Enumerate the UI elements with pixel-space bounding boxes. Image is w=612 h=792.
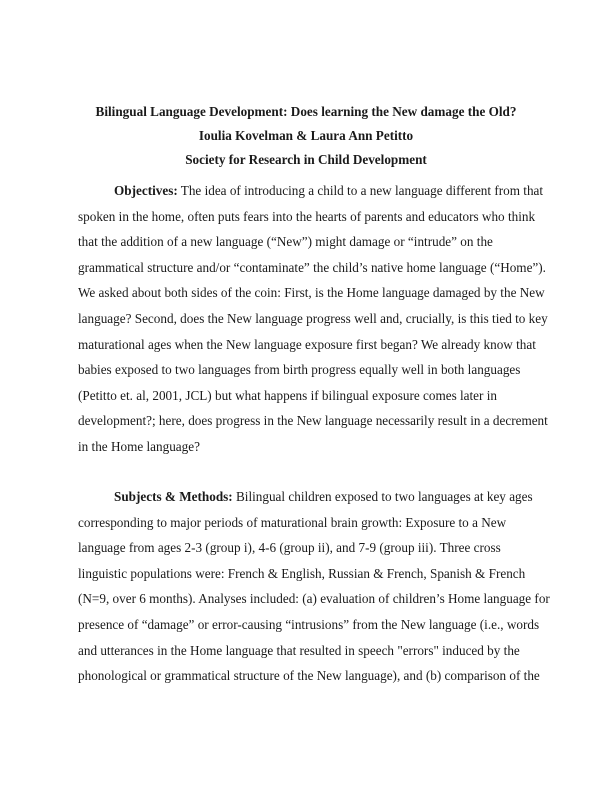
- paragraph-line: grammatical structure and/or “contaminate” the child’s native home language (“Home”).: [78, 259, 546, 275]
- objectives-label: Objectives:: [114, 183, 178, 198]
- paragraph-line: development?; here, does progress in the New language necessarily result in a decrement: [78, 413, 548, 429]
- paragraph-line: and utterances in the Home language that resulted in speech "errors" induced by the: [78, 642, 520, 658]
- paragraph-line: language? Second, does the New language progress well and, crucially, is this tied to key: [78, 311, 548, 326]
- society-line: Society for Research in Child Development: [185, 152, 427, 167]
- paragraph-line: (Petitto et. al, 2001, JCL) but what happens if bilingual exposure comes later in: [78, 387, 497, 403]
- paragraph-line: language from ages 2-3 (group i), 4-6 (group ii), and 7-9 (group iii). Three cross: [78, 540, 501, 556]
- paragraph-line: presence of “damage” or error-causing “intrusions” from the New language (i.e., words: [78, 617, 540, 632]
- paragraph-line: phonological or grammatical structure of the New language), and (b) comparison of the: [78, 668, 540, 684]
- paragraph-line: linguistic populations were: French & English, Russian & French, Spanish & French: [78, 565, 526, 581]
- author-line: Ioulia Kovelman & Laura Ann Petitto: [198, 128, 414, 143]
- paragraph-line: We asked about both sides of the coin: First, is the Home language damaged by the New: [78, 285, 545, 301]
- methods-label: Subjects & Methods:: [114, 489, 233, 504]
- paragraph-line: Bilingual children exposed to two languages at key ages: [232, 489, 533, 504]
- paragraph-line: corresponding to major periods of maturational brain growth: Exposure to a New: [78, 514, 507, 530]
- paragraph-line: that the addition of a new language (“New”) might damage or “intrude” on the: [78, 234, 493, 250]
- paragraph-line: The idea of introducing a child to a new language different from that: [177, 183, 544, 198]
- paragraph-line: maturational ages when the New language exposure first began? We already know that: [78, 336, 536, 352]
- objectives-first-line: [114, 183, 543, 199]
- paragraph-line: babies exposed to two languages from birth progress equally well in both languages: [78, 362, 521, 378]
- paragraph-line: (N=9, over 6 months). Analyses included: (a) evaluation of children’s Home language for: [78, 591, 550, 607]
- paragraph-line: in the Home language?: [78, 439, 200, 454]
- paper-title: Bilingual Language Development: Does learning the New damage the Old?: [95, 104, 517, 119]
- methods-first-line: [114, 489, 533, 505]
- paragraph-line: spoken in the home, often puts fears into the hearts of parents and educators who think: [78, 208, 536, 224]
